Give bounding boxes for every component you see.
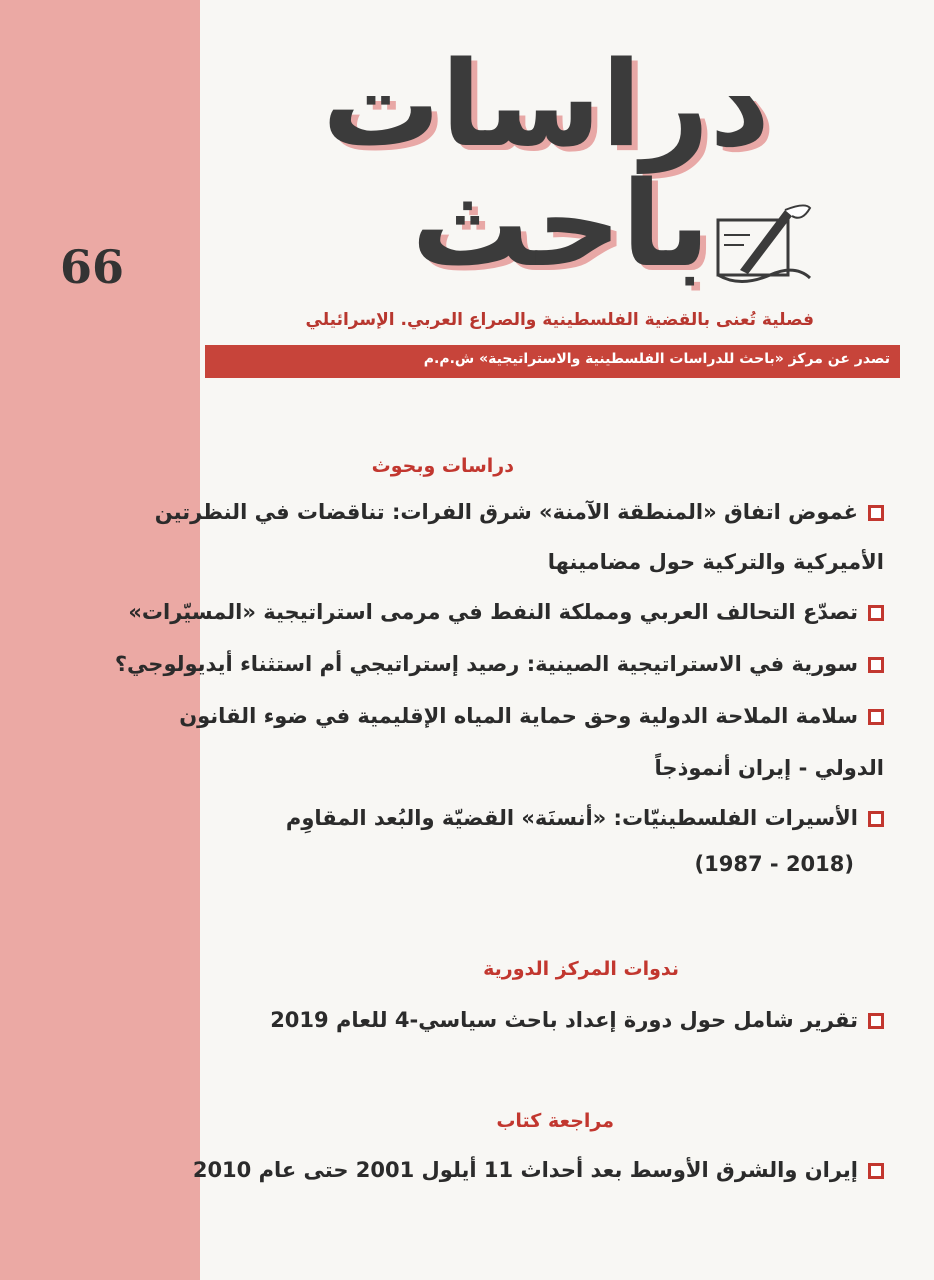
article-item[interactable] xyxy=(128,600,884,624)
bullet-icon xyxy=(868,1013,884,1029)
article-title: الأسيرات الفلسطينيّات: «أنسنَة» القضيّة والبُعد المقاوِم xyxy=(285,806,858,830)
quill-scroll-icon xyxy=(710,200,820,290)
article-title-continued: الأميركية والتركية حول مضامينها xyxy=(547,550,884,574)
article-item[interactable] xyxy=(270,1008,884,1032)
bullet-icon xyxy=(868,505,884,521)
section-title-review: مراجعة كتاب xyxy=(496,1110,614,1132)
article-item[interactable] xyxy=(286,806,884,830)
logo-title-line-1: دراسات xyxy=(322,35,770,173)
article-title: إيران والشرق الأوسط بعد أحداث 11 أيلول 2001 حتى عام 2010 xyxy=(192,1158,858,1182)
article-title-continued: (2018 - 1987) xyxy=(694,852,854,876)
masthead xyxy=(290,15,850,305)
article-title: تقرير شامل حول دورة إعداد باحث سياسي-4 للعام 2019 xyxy=(270,1008,858,1032)
logo-title-line-2: باحث xyxy=(411,155,710,293)
bullet-icon xyxy=(868,709,884,725)
publisher-bar xyxy=(205,345,900,378)
article-title-continued: الدولي - إيران أنموذجاً xyxy=(654,756,884,780)
section-title-studies: دراسات وبحوث xyxy=(371,455,514,477)
article-item[interactable] xyxy=(179,704,884,728)
bullet-icon xyxy=(868,605,884,621)
article-item[interactable] xyxy=(115,652,884,676)
publisher-text: تصدر عن مركز «باحث للدراسات الفلسطينية والاستراتيجية» ش.م.م xyxy=(423,351,890,367)
article-title: غموض اتفاق «المنطقة الآمنة» شرق الفرات: تناقضات في النظرتين xyxy=(154,500,858,524)
issue-number: 66 xyxy=(60,240,125,294)
section-title-seminars: ندوات المركز الدورية xyxy=(483,958,679,980)
article-title: سلامة الملاحة الدولية وحق حماية المياه الإقليمية في ضوء القانون xyxy=(179,704,858,728)
article-item[interactable] xyxy=(193,1158,884,1182)
article-title: تصدّع التحالف العربي ومملكة النفط في مرمى استراتيجية «المسيّرات» xyxy=(128,600,858,624)
bullet-icon xyxy=(868,811,884,827)
tagline: فصلية تُعنى بالقضية الفلسطينية والصراع العربي. الإسرائيلي xyxy=(305,310,814,330)
bullet-icon xyxy=(868,657,884,673)
bullet-icon xyxy=(868,1163,884,1179)
left-sidebar xyxy=(0,0,200,1280)
article-title: سورية في الاستراتيجية الصينية: رصيد إستراتيجي أم استثناء أيديولوجي؟ xyxy=(114,652,858,676)
article-item[interactable] xyxy=(155,500,884,524)
